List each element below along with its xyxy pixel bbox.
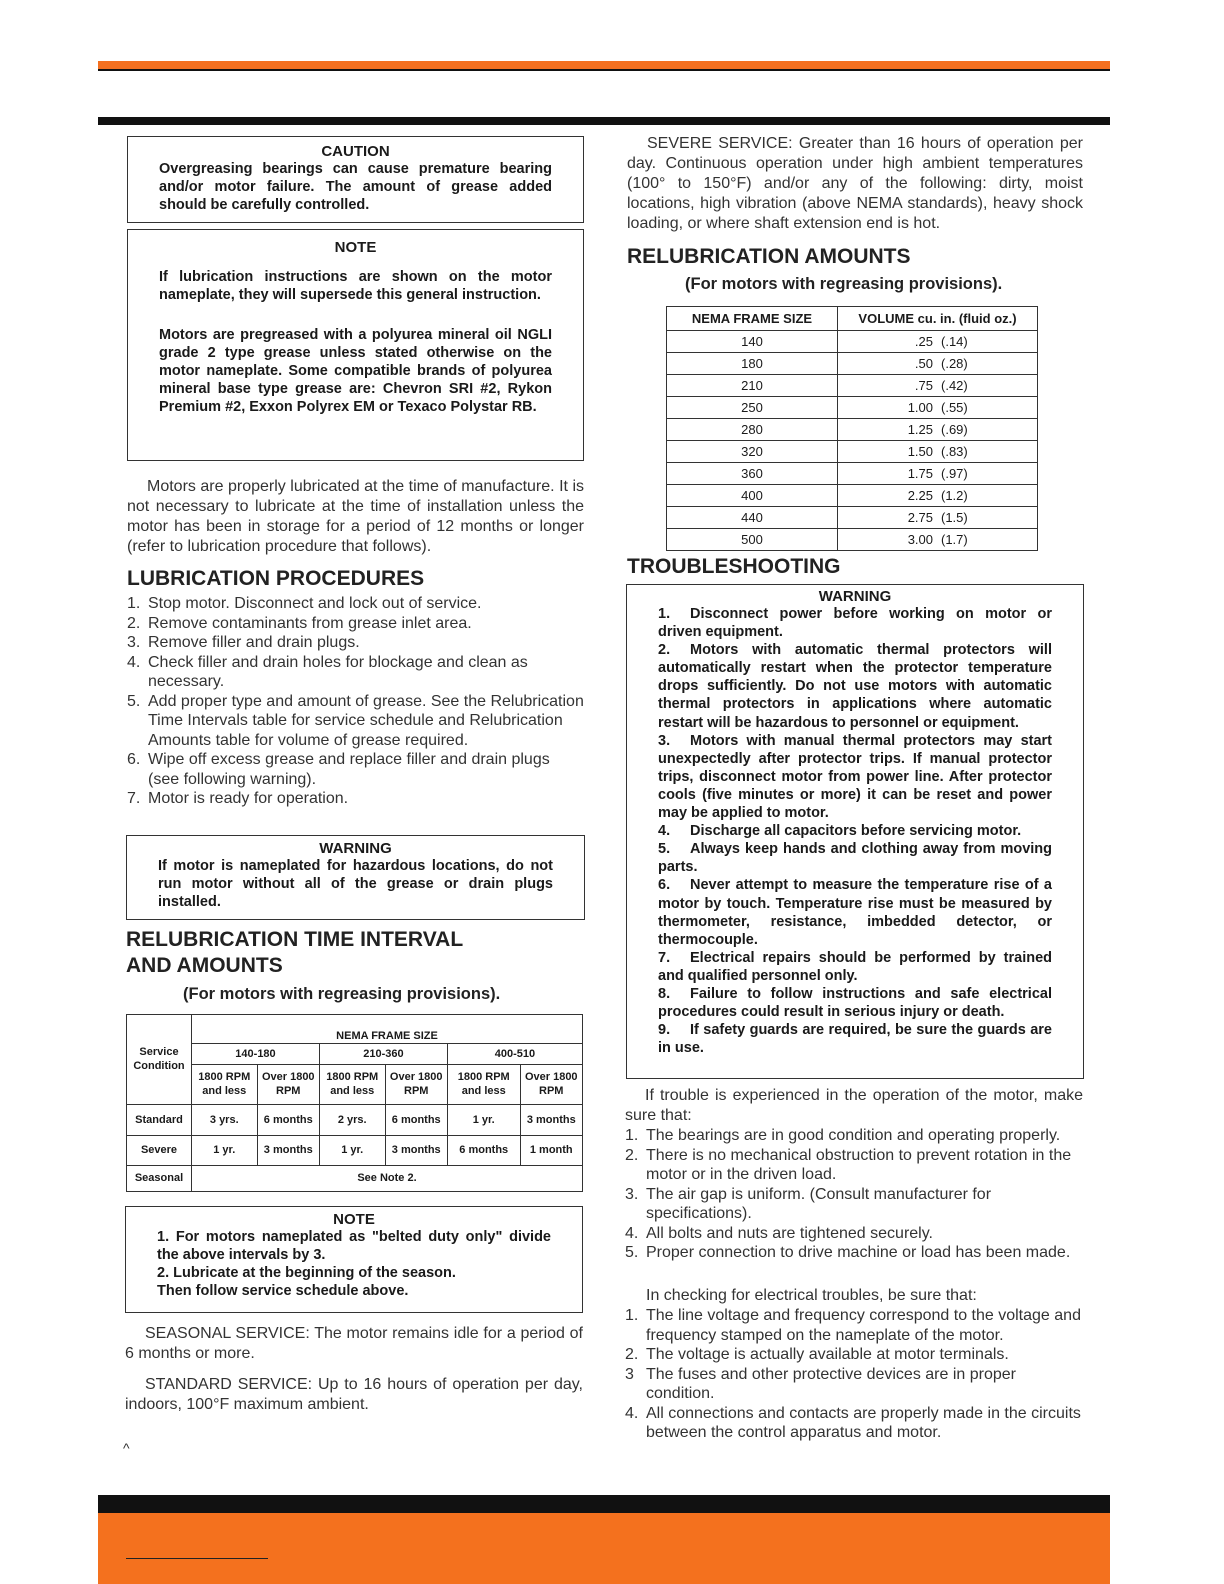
- warning-item-number: 2.: [658, 642, 671, 659]
- table-row: [667, 463, 1038, 485]
- warning-item: [658, 641, 1052, 731]
- warning-item: [658, 1021, 1052, 1057]
- list-number: 3.: [625, 1185, 639, 1203]
- list-item: [625, 1365, 1083, 1404]
- note-lubrication-box: [127, 229, 584, 461]
- list-item: [625, 1345, 1083, 1365]
- table-cell: 2 yrs.: [319, 1104, 385, 1135]
- list-item: [127, 633, 584, 653]
- list-text: The bearings are in good condition and operating properly.: [646, 1127, 1061, 1144]
- warning-hazardous-text: If motor is nameplated for hazardous locations, do not run motor without all of the grease or drain plugs installed.: [158, 858, 553, 910]
- row-label: Severe: [127, 1135, 192, 1165]
- warning-title: WARNING: [319, 840, 392, 857]
- troubleshooting-intro: If trouble is experienced in the operation of the motor, make sure that:: [625, 1087, 1083, 1124]
- seasonal-note-cell: See Note 2.: [192, 1165, 583, 1191]
- column-header: 1800 RPM and less: [447, 1064, 520, 1104]
- table-row: [667, 507, 1038, 529]
- frame-size-cell: 210: [667, 375, 838, 397]
- warning-item-text: If safety guards are required, be sure the guards are in use.: [658, 1022, 1052, 1057]
- electrical-intro: In checking for electrical troubles, be sure that:: [646, 1287, 977, 1304]
- list-number: 2.: [127, 614, 141, 632]
- list-text: Stop motor. Disconnect and lock out of service.: [148, 595, 482, 612]
- volume-cell: [838, 441, 1038, 463]
- warning-item-text: Failure to follow instructions and safe electrical procedures could result in serious injury or death.: [658, 985, 1052, 1021]
- note-title: NOTE: [333, 1211, 375, 1228]
- list-text: All connections and contacts are properly made in the circuits between the control apparatus and motor.: [646, 1404, 1081, 1441]
- table-cell: 1 yr.: [319, 1135, 385, 1165]
- note-title: NOTE: [334, 239, 377, 256]
- frame-size-cell: 440: [667, 507, 838, 529]
- note-season-item: 2. Lubricate at the beginning of the season.: [157, 1265, 456, 1281]
- group-header: 210-360: [319, 1044, 447, 1065]
- table-row: [127, 1104, 583, 1135]
- table-cell: 3 yrs.: [192, 1104, 258, 1135]
- volume-cell: [838, 485, 1038, 507]
- list-item: [127, 750, 584, 789]
- volume-cell: [838, 507, 1038, 529]
- frame-size-cell: 320: [667, 441, 838, 463]
- warning-item-number: 5.: [658, 841, 671, 858]
- interval-heading-line2: AND AMOUNTS: [126, 954, 283, 977]
- footer-black-bar: [98, 1495, 1110, 1513]
- list-text: Motor is ready for operation.: [148, 790, 349, 807]
- table-row: [127, 1135, 583, 1165]
- volume-cell: [838, 331, 1038, 353]
- severe-service-paragraph: SEVERE SERVICE: Greater than 16 hours of operation per day. Continuous operation under high ambient temperatures (100° to 150°F) and/or any of the following: dirty, moist locations, high vibration (above NEMA standards), heavy shock loading, or where shaft extension end is hot.: [627, 135, 1083, 232]
- top-thin-rule: [98, 69, 1110, 71]
- volume-fluid-oz: (1.5): [941, 510, 968, 525]
- list-text: The voltage is actually available at motor terminals.: [646, 1346, 1009, 1363]
- volume-cell: [838, 529, 1038, 551]
- volume-cu-in: 2.75: [907, 510, 933, 525]
- list-item: [127, 653, 584, 692]
- note-pregreased-text: Motors are pregreased with a polyurea mineral oil NGLI grade 2 type grease unless stated otherwise on the motor nameplate. Some compatible brands of polyurea mineral base type grease are: Chevron SRI #2, Rykon Premium #2, Exxon Polyrex EM or Texaco Polystar RB.: [159, 327, 552, 415]
- warning-item-text: Discharge all capacitors before servicing motor.: [690, 823, 1022, 840]
- interval-heading-line1: RELUBRICATION TIME INTERVAL: [126, 928, 464, 951]
- seasonal-service-paragraph: SEASONAL SERVICE: The motor remains idle for a period of 6 months or more.: [125, 1325, 583, 1362]
- volume-cu-in: 3.00: [907, 532, 933, 547]
- list-text: The air gap is uniform. (Consult manufacturer for specifications).: [646, 1185, 992, 1222]
- column-header: Over 1800 RPM: [520, 1064, 582, 1104]
- list-number: 2.: [625, 1146, 639, 1164]
- warning-item: [658, 949, 1052, 985]
- table-row: [667, 375, 1038, 397]
- warning-item: [658, 985, 1052, 1021]
- table-row: [667, 397, 1038, 419]
- interval-subheading: (For motors with regreasing provisions).: [183, 985, 501, 1003]
- volume-cu-in: 1.75: [907, 466, 933, 481]
- warning-item-number: 1.: [658, 606, 671, 622]
- column-header: Over 1800 RPM: [385, 1064, 447, 1104]
- frame-size-cell: 280: [667, 419, 838, 441]
- caution-box: [127, 136, 584, 223]
- volume-cu-in: .50: [914, 356, 933, 371]
- frame-size-cell: 360: [667, 463, 838, 485]
- list-number: 2.: [625, 1346, 639, 1363]
- nema-frame-size-header: NEMA FRAME SIZE: [192, 1015, 583, 1044]
- warning-item: [658, 840, 1052, 876]
- frame-size-cell: 250: [667, 397, 838, 419]
- list-text: All bolts and nuts are tightened securely.: [646, 1224, 933, 1242]
- volume-cu-in: 1.50: [907, 444, 933, 459]
- list-number: 3: [625, 1365, 634, 1383]
- table-cell: 6 months: [257, 1104, 319, 1135]
- footer-orange-bar: [98, 1513, 1110, 1584]
- list-number: 1.: [127, 595, 141, 612]
- list-number: 5.: [127, 692, 141, 710]
- top-orange-bar: [98, 61, 1110, 69]
- volume-fluid-oz: (.42): [941, 378, 968, 393]
- list-item: [625, 1185, 1083, 1224]
- table-row: [667, 485, 1038, 507]
- volume-cell: [838, 463, 1038, 485]
- list-item: [625, 1306, 1083, 1345]
- volume-cu-in: .75: [914, 378, 933, 393]
- warning-item-number: 4.: [658, 823, 671, 840]
- electrical-checks-list: [625, 1306, 1083, 1443]
- relubrication-amounts-table: [666, 306, 1038, 551]
- table-cell: 6 months: [385, 1104, 447, 1135]
- note-nameplate-text: If lubrication instructions are shown on the motor nameplate, they will supersede this general instruction.: [159, 269, 552, 303]
- table-cell: 3 months: [385, 1135, 447, 1165]
- volume-cu-in: 1.00: [907, 400, 933, 415]
- warning-item-number: 6.: [658, 877, 671, 894]
- list-text: Remove contaminants from grease inlet area.: [148, 614, 472, 632]
- list-item: [127, 789, 584, 809]
- list-text: Add proper type and amount of grease. See the Relubrication Time Intervals table for service schedule and Relubrication Amounts table for volume of grease required.: [148, 692, 584, 749]
- list-item: [127, 692, 584, 751]
- table-row: [667, 441, 1038, 463]
- warning-item: [658, 822, 1052, 840]
- warning-item: [658, 605, 1052, 641]
- list-item: [127, 594, 584, 614]
- standard-service-paragraph: STANDARD SERVICE: Up to 16 hours of operation per day, indoors, 100°F maximum ambient.: [125, 1376, 583, 1413]
- volume-fluid-oz: (1.7): [941, 532, 968, 547]
- frame-size-cell: 140: [667, 331, 838, 353]
- list-number: 4.: [625, 1224, 639, 1242]
- warning-item-text: Electrical repairs should be performed by trained and qualified personnel only.: [658, 949, 1052, 984]
- note-belted-box: [125, 1206, 583, 1313]
- volume-fluid-oz: (.28): [941, 356, 968, 371]
- list-text: The line voltage and frequency correspond to the voltage and frequency stamped on the nameplate of the motor.: [646, 1307, 1081, 1344]
- mechanical-checks-list: [625, 1126, 1083, 1263]
- footer-rule: [126, 1558, 268, 1559]
- volume-fluid-oz: (.69): [941, 422, 968, 437]
- warning-item-number: 3.: [658, 732, 671, 749]
- list-number: 1.: [625, 1127, 639, 1144]
- column-header: Over 1800 RPM: [257, 1064, 319, 1104]
- warning-item: [658, 732, 1052, 822]
- amounts-subheading: (For motors with regreasing provisions).: [685, 275, 1003, 293]
- list-text: Remove filler and drain plugs.: [148, 634, 360, 651]
- list-text: Check filler and drain holes for blockage and clean as necessary.: [148, 653, 528, 690]
- table-row: [667, 419, 1038, 441]
- group-header: 400-510: [447, 1044, 582, 1065]
- service-condition-header: Service Condition: [127, 1015, 192, 1105]
- note-schedule-item: Then follow service schedule above.: [157, 1283, 409, 1299]
- volume-cu-in: .25: [914, 334, 933, 349]
- list-number: 5.: [625, 1244, 639, 1261]
- warning-item-text: Disconnect power before working on motor or driven equipment.: [658, 606, 1052, 641]
- warning-item-text: Never attempt to measure the temperature rise of a motor by touch. Temperature rise must be measured by thermometer, resistance, imbedded detector, or thermocouple.: [658, 877, 1052, 948]
- table-cell: 3 months: [257, 1135, 319, 1165]
- caution-text: Overgreasing bearings can cause premature bearing and/or motor failure. The amount of grease added should be carefully controlled.: [159, 161, 552, 213]
- warning-items-list: [658, 605, 1052, 1057]
- intro-paragraph: Motors are properly lubricated at the time of manufacture. It is not necessary to lubricate at the time of installation unless the motor has been in storage for a period of 12 months or longer (refer to lubrication procedure that follows).: [127, 478, 584, 555]
- warning-hazardous-box: [126, 835, 585, 920]
- volume-fluid-oz: (.97): [941, 466, 968, 481]
- volume-cu-in: 2.25: [907, 488, 933, 503]
- warning-item-text: Motors with automatic thermal protectors will automatically restart when the protector temperature drops sufficiently. Do not use motors with automatic thermal protectors in applications where automatic restart will be hazardous to personnel or equipment.: [658, 642, 1052, 731]
- group-header: 140-180: [192, 1044, 320, 1065]
- volume-fluid-oz: (.55): [941, 400, 968, 415]
- lubrication-steps-list: [127, 594, 584, 809]
- frame-size-cell: 500: [667, 529, 838, 551]
- header-black-rule: [98, 117, 1110, 125]
- list-item: [625, 1404, 1083, 1443]
- column-header: NEMA FRAME SIZE: [667, 307, 838, 331]
- table-cell: 1 yr.: [192, 1135, 258, 1165]
- warning-title: WARNING: [818, 588, 892, 605]
- warning-item-text: Always keep hands and clothing away from moving parts.: [658, 841, 1052, 876]
- relubrication-interval-table: [126, 1014, 583, 1192]
- list-number: 3.: [127, 634, 141, 651]
- warning-item-text: Motors with manual thermal protectors may start unexpectedly after protector trips. If manual protector trips, disconnect motor from power line. After protector cools (five minutes or more) it can be reset and power may be applied to motor.: [658, 732, 1052, 822]
- list-text: There is no mechanical obstruction to prevent rotation in the motor or in the driven load.: [646, 1146, 1072, 1183]
- volume-cell: [838, 397, 1038, 419]
- table-row: [667, 353, 1038, 375]
- list-number: 4.: [625, 1404, 639, 1422]
- list-item: [625, 1224, 1083, 1244]
- list-text: Proper connection to drive machine or load has been made.: [646, 1244, 1071, 1261]
- list-number: 7.: [127, 790, 141, 807]
- troubleshooting-warning-box: [626, 584, 1084, 1079]
- note-belted-item: 1. For motors nameplated as "belted duty only" divide the above intervals by 3.: [157, 1229, 551, 1263]
- list-text: Wipe off excess grease and replace filler and drain plugs (see following warning).: [148, 751, 550, 788]
- list-item: [127, 614, 584, 634]
- warning-item-number: 8.: [658, 985, 671, 1002]
- row-label: Standard: [127, 1104, 192, 1135]
- relubrication-amounts-heading: RELUBRICATION AMOUNTS: [627, 245, 911, 268]
- volume-cell: [838, 375, 1038, 397]
- warning-item-number: 7.: [658, 949, 671, 966]
- row-label: Seasonal: [127, 1165, 192, 1191]
- list-number: 1.: [625, 1307, 639, 1324]
- table-row: [127, 1165, 583, 1191]
- volume-cu-in: 1.25: [907, 422, 933, 437]
- list-text: The fuses and other protective devices are in proper condition.: [646, 1365, 1016, 1402]
- volume-cell: [838, 419, 1038, 441]
- table-cell: 1 month: [520, 1135, 582, 1165]
- warning-item: [658, 876, 1052, 948]
- table-cell: 3 months: [520, 1104, 582, 1135]
- volume-fluid-oz: (.83): [941, 444, 968, 459]
- volume-cell: [838, 353, 1038, 375]
- volume-fluid-oz: (.14): [941, 334, 968, 349]
- table-row: [667, 529, 1038, 551]
- warning-item-number: 9.: [658, 1022, 671, 1039]
- frame-size-cell: 400: [667, 485, 838, 507]
- column-header: 1800 RPM and less: [319, 1064, 385, 1104]
- frame-size-cell: 180: [667, 353, 838, 375]
- list-number: 6.: [127, 751, 141, 768]
- table-cell: 1 yr.: [447, 1104, 520, 1135]
- caution-title: CAUTION: [321, 143, 390, 160]
- page-mark: ^: [123, 1440, 130, 1456]
- volume-fluid-oz: (1.2): [941, 488, 968, 503]
- list-item: [625, 1243, 1083, 1263]
- table-row: [667, 331, 1038, 353]
- lubrication-procedures-heading: LUBRICATION PROCEDURES: [127, 567, 425, 590]
- column-header: VOLUME cu. in. (fluid oz.): [838, 307, 1038, 331]
- column-header: 1800 RPM and less: [192, 1064, 258, 1104]
- troubleshooting-heading: TROUBLESHOOTING: [627, 555, 841, 578]
- list-item: [625, 1126, 1083, 1146]
- table-cell: 6 months: [447, 1135, 520, 1165]
- list-number: 4.: [127, 653, 141, 671]
- list-item: [625, 1146, 1083, 1185]
